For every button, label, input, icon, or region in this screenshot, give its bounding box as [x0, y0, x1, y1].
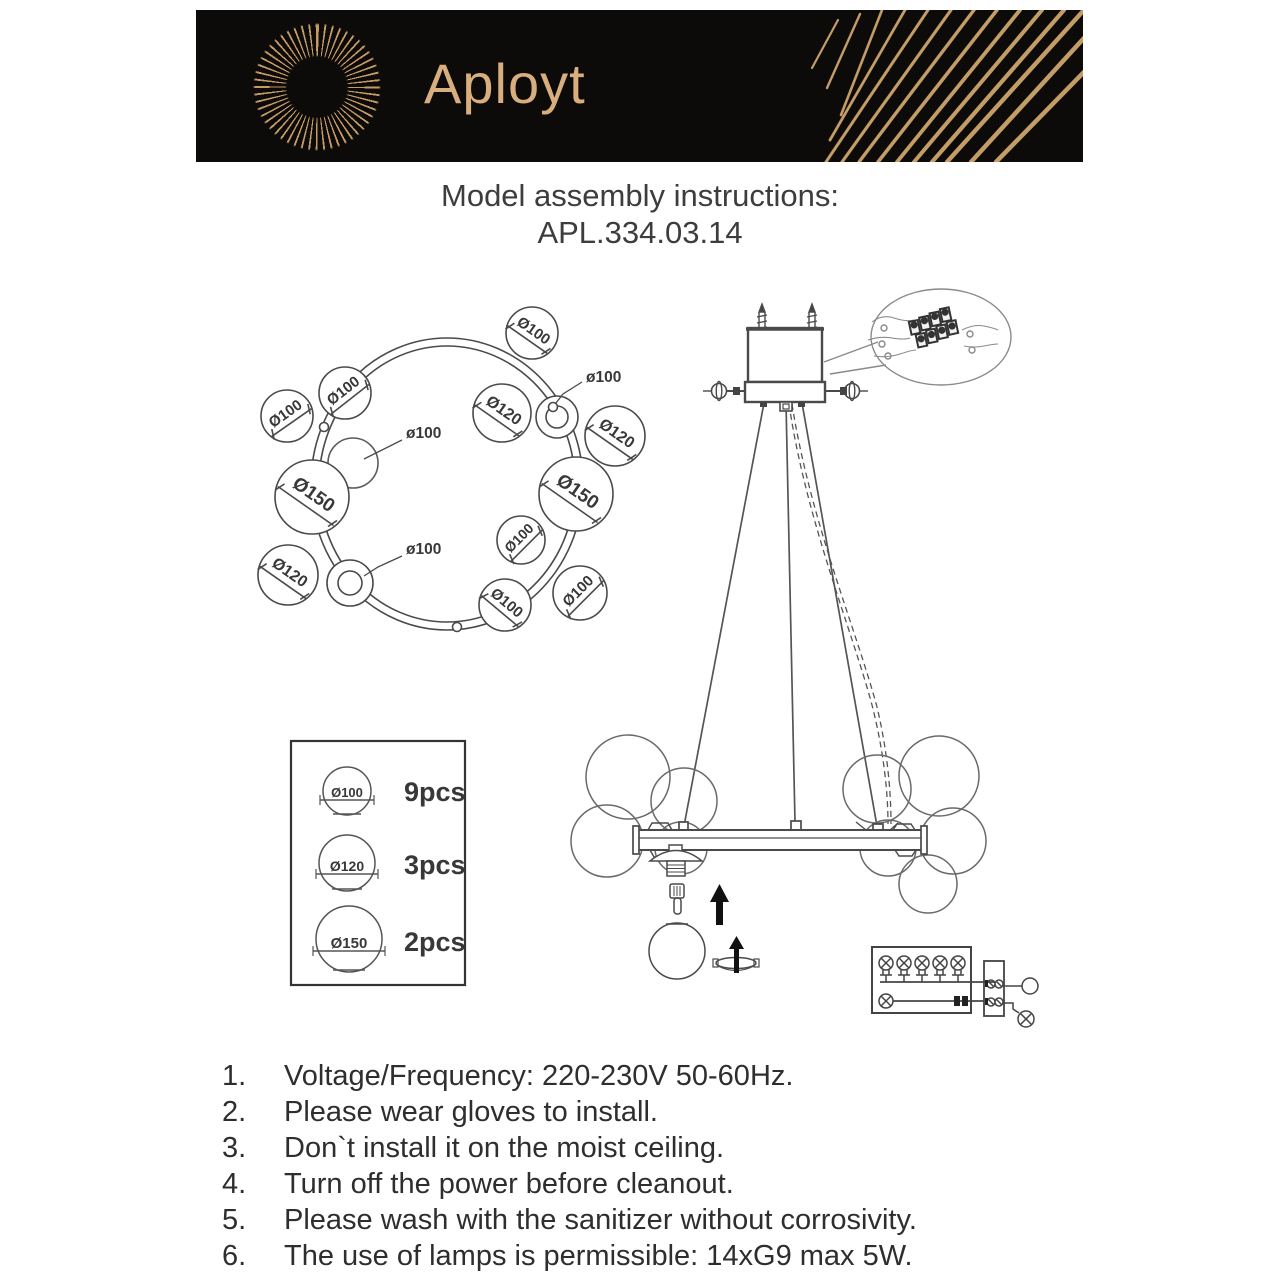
brand-name: Aployt — [424, 51, 586, 115]
legend-size-label: Ø150 — [330, 935, 368, 952]
legend-size-label: Ø100 — [331, 785, 363, 800]
globe — [497, 516, 545, 564]
globe — [479, 579, 531, 631]
svg-text:Ø120: Ø120 — [482, 392, 525, 430]
instruction-list — [222, 1058, 1182, 1274]
instruction-item — [222, 1238, 1182, 1274]
instruction-item — [222, 1202, 1182, 1238]
globe — [585, 406, 645, 466]
ceiling-canopy — [703, 328, 868, 411]
svg-text:Ø100: Ø100 — [501, 520, 537, 556]
svg-text:Ø100: Ø100 — [323, 373, 364, 410]
svg-text:Ø150: Ø150 — [552, 470, 603, 514]
legend-qty-label: 9pcs — [404, 777, 466, 807]
instruction-number: 3. — [222, 1132, 247, 1164]
svg-text:Ø120: Ø120 — [595, 415, 638, 453]
terminal-block — [984, 961, 1004, 1016]
arrow-up-icon — [710, 884, 729, 925]
legend-qty-label: 2pcs — [404, 927, 466, 957]
svg-text:Ø150: Ø150 — [288, 473, 339, 517]
svg-text:ø100: ø100 — [406, 425, 442, 442]
svg-text:ø100: ø100 — [586, 369, 622, 386]
top-view-diagram — [258, 307, 645, 632]
globe — [258, 545, 318, 605]
globe — [472, 384, 531, 442]
globe — [539, 457, 613, 531]
instruction-number: 5. — [222, 1204, 247, 1236]
instruction-text: Please wash with the sanitizer without corrosivity. — [284, 1204, 917, 1236]
globe — [319, 367, 371, 419]
glass-globe — [649, 923, 705, 979]
suspension-wires — [684, 403, 891, 826]
instruction-text: Please wear gloves to install. — [284, 1096, 658, 1128]
instruction-text: Voltage/Frequency: 220-230V 50-60Hz. — [284, 1060, 794, 1092]
svg-text:Ø100: Ø100 — [265, 396, 306, 432]
instruction-number: 6. — [222, 1240, 247, 1272]
instruction-text: Don`t install it on the moist ceiling. — [284, 1132, 725, 1164]
globe — [261, 390, 314, 442]
instruction-text: The use of lamps is permissible: 14xG9 max 5W. — [284, 1240, 913, 1272]
svg-text:ø100: ø100 — [406, 541, 442, 558]
wiring-diagram — [872, 947, 1038, 1027]
legend-qty-label: 3pcs — [404, 850, 466, 880]
svg-text:Ø100: Ø100 — [513, 313, 554, 349]
g9-bulb — [670, 884, 684, 914]
socket-exploded-view — [649, 845, 759, 979]
instruction-text: Turn off the power before cleanout. — [284, 1168, 734, 1200]
model-number: APL.334.03.14 — [537, 215, 743, 250]
globe — [553, 566, 607, 620]
instruction-item — [222, 1130, 1182, 1166]
instruction-number: 1. — [222, 1060, 247, 1092]
instruction-item — [222, 1058, 1182, 1094]
instruction-number: 2. — [222, 1096, 247, 1128]
instruction-item — [222, 1094, 1182, 1130]
svg-text:Ø100: Ø100 — [559, 572, 598, 611]
svg-text:Ø100: Ø100 — [487, 584, 527, 622]
legend-size-label: Ø120 — [329, 858, 365, 874]
instruction-item — [222, 1166, 1182, 1202]
legend-box — [291, 741, 466, 985]
svg-text:Ø120: Ø120 — [268, 554, 311, 592]
instruction-number: 4. — [222, 1168, 247, 1200]
globe — [275, 460, 349, 534]
lamp-symbol — [1018, 1011, 1034, 1027]
globe-cluster — [571, 735, 986, 913]
globe-top-right — [505, 307, 558, 359]
wiring-detail-balloon — [824, 289, 1011, 385]
page-title: Model assembly instructions: — [441, 178, 839, 213]
side-view-diagram — [571, 289, 1011, 979]
